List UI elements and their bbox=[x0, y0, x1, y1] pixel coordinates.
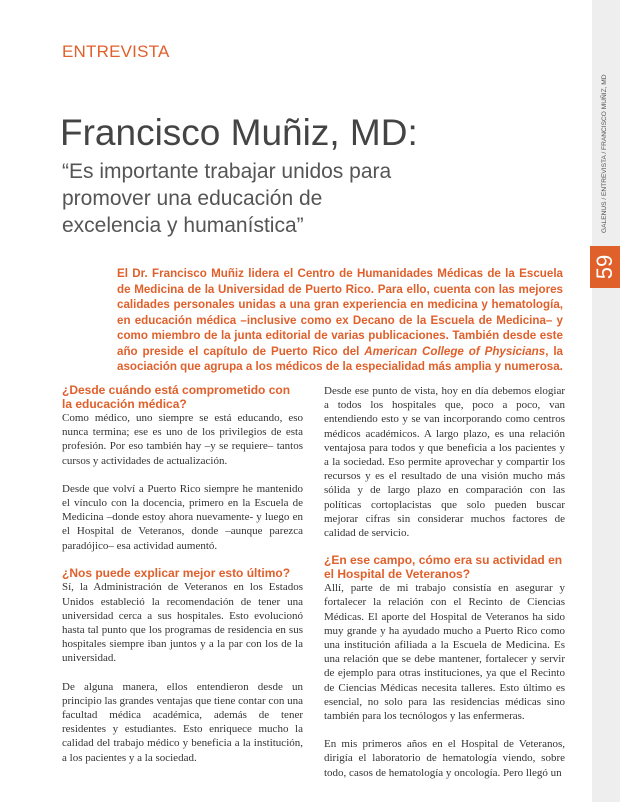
answer-paragraph: Allí, parte de mi trabajo consistía en asegurar y fortalecer la relación con el Recinto de Ciencias Médicas. El aporte del Hospital de Veteranos ha sido muy grande y ha ayudado mucho a Puerto Rico como una institución afiliada a la Escuela de Medicina. Es una relación que se debe mantener, fortalecer y servir de ejemplo para otras instituciones, ya que el Recinto de Ciencias Médicas necesita talleres. Esto último es esencial, no solo para las residencias médicas sino también para los tecnólogos y las enfermeras. bbox=[324, 582, 565, 723]
article-title: Francisco Muñiz, MD: bbox=[60, 112, 418, 153]
question-heading: ¿Desde cuándo está comprometido con la educación médica? bbox=[62, 383, 291, 411]
lede-part2: , la asociación que agrupa a los médicos de la especialidad más amplia y numerosa. bbox=[117, 344, 563, 373]
answer-paragraph: Desde que volví a Puerto Rico siempre he mantenido el vínculo con la docencia, primero en la Escuela de Medicina –donde estoy ahora nuevamente- y luego en el Hospital de Veteranos, donde –aunque parezca paradójico– esa actividad aumentó. bbox=[62, 482, 303, 552]
answer-paragraph: De alguna manera, ellos entendieron desde un principio las grandes ventajas que tiene contar con una facultad médica académica, además de tener residentes y estudiantes. Esto enriquece mucho la calidad del trabajo médico y beneficia a la institución, a los pacientes y a la sociedad. bbox=[62, 680, 303, 764]
answer-paragraph: Como médico, uno siempre se está educando, eso nunca termina; ese es uno de los privilegios de esta profesión. Por eso también hay –y se requiere– tantos cursos y actividades de actualización. bbox=[62, 412, 303, 467]
article-subtitle: “Es importante trabajar unidos para promover una educación de excelencia y humanística” bbox=[62, 160, 392, 237]
answer-paragraph: Sí, la Administración de Veteranos en los Estados Unidos estableció la recomendación de tener una universidad cerca a sus hospitales. Esto evolucionó hasta tal punto que los programas de residencia en sus hospitales siempre iban juntos y a la par con los de la universidad. bbox=[62, 581, 303, 665]
question-heading: ¿En ese campo, cómo era su actividad en el Hospital de Veteranos? bbox=[324, 553, 563, 581]
lede-part1: El Dr. Francisco Muñiz lidera el Centro de Humanidades Médicas de la Escuela de Medicina de la Universidad de Puerto Rico. Para ello, cuenta con las mejores calidades personales unidas a una gran experiencia en medicina y hematología, en educación médica –inclusive como ex Decano de la Escuela de Medicina– y como miembro de la junta editorial de varias publicaciones. También desde este año preside el capítulo de Puerto Rico del bbox=[117, 267, 563, 358]
answer-paragraph: Desde ese punto de vista, hoy en día debemos elogiar a todos los hospitales que, poco a poco, van entendiendo esto y se van incorporando como centros médicos académicos. A largo plazo, es una relación ventajosa para todos y que beneficia a los pacientes y a la sociedad. Eso permite aprovechar y compartir los recursos y es el resultado de una visión mucho más sólida y de largo plazo en comparación con las políticas cortoplacistas que solo pueden buscar mejorar cifras sin considerar muchos factores de calidad de servicio. bbox=[324, 385, 565, 540]
lede-org: American College of Physicians bbox=[364, 344, 546, 358]
running-head-text: GALENUS / ENTREVISTA / FRANCISCO MUÑIZ, MD bbox=[601, 74, 608, 233]
answer-paragraph: En mis primeros años en el Hospital de Veteranos, dirigía el laboratorio de hematología viendo, sobre todo, casos de hematología y oncología. Pero llegó un bbox=[324, 738, 565, 779]
section-label: ENTREVISTA bbox=[62, 42, 170, 61]
page-number: 59 bbox=[592, 254, 617, 280]
left-column bbox=[62, 384, 303, 779]
lede-paragraph bbox=[117, 266, 563, 375]
right-column bbox=[324, 384, 565, 794]
question-heading: ¿Nos puede explicar mejor esto último? bbox=[62, 565, 291, 580]
